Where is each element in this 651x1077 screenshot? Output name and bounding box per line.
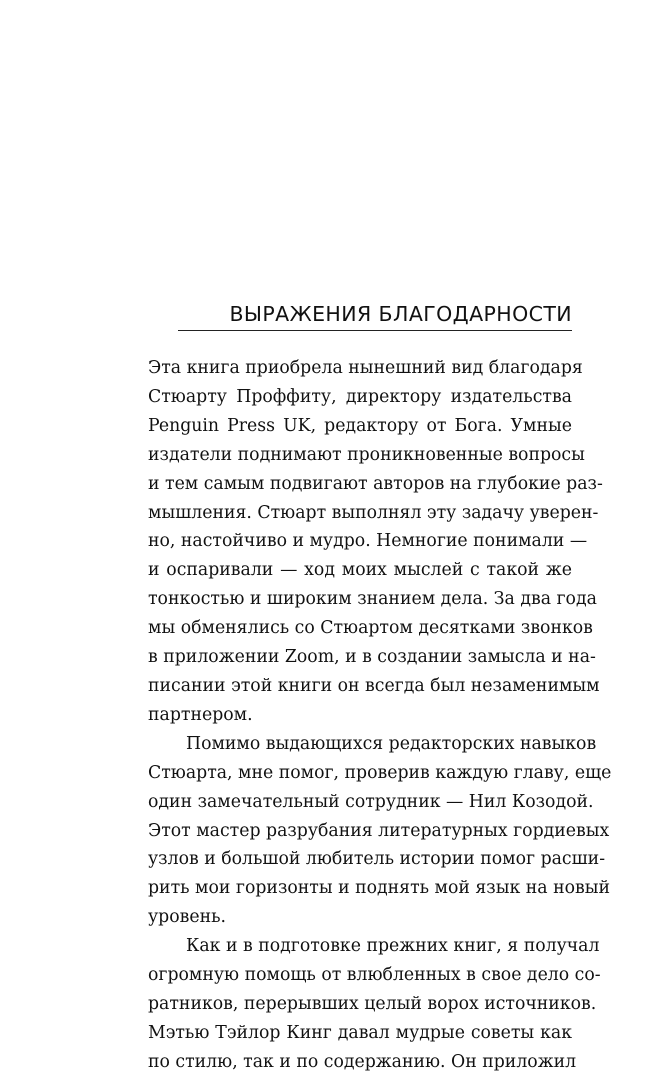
text-line: Эта книга приобрела нынешний вид благодаря <box>148 358 583 378</box>
text-line: узлов и большой любитель истории помог расши- <box>148 849 606 870</box>
text-line: Этот мастер разрубания литературных гордиевых <box>148 820 610 841</box>
text-line: Помимо выдающихся редакторских навыков <box>186 733 597 754</box>
text-line: Penguin Press UK, редактору от Бога. Умные <box>148 415 572 436</box>
title-divider <box>178 330 572 331</box>
text-line: но, настойчиво и мудро. Немногие понимали — <box>148 531 588 552</box>
text-line: огромную помощь от влюбленных в свое дело со- <box>148 965 601 986</box>
text-line: по стилю, так и по содержанию. Он приложил <box>148 1051 577 1072</box>
chapter-heading <box>178 298 572 331</box>
paragraph <box>148 932 601 1077</box>
text-line: мы обменялись со Стюартом десятками звонков <box>148 618 593 639</box>
text-line: издатели поднимают проникновенные вопросы <box>148 444 585 465</box>
text-line: партнером. <box>148 704 253 725</box>
text-line: в приложении Zoom, и в создании замысла и на- <box>148 647 596 668</box>
text-line: и тем самым подвигают авторов на глубокие раз- <box>148 473 603 494</box>
text-line: писании этой книги он всегда был незаменимым <box>148 675 600 696</box>
body-text <box>148 354 612 1077</box>
text-line: Стюарту Проффиту, директору издательства <box>148 386 572 407</box>
text-line: ратников, перерывших целый ворох источников. <box>148 993 597 1014</box>
text-line: рить мои горизонты и поднять мой язык на новый <box>148 878 611 899</box>
paragraph <box>148 730 612 932</box>
text-line: мышления. Стюарт выполнял эту задачу уверен- <box>148 502 599 523</box>
chapter-title: ВЫРАЖЕНИЯ БЛАГОДАРНОСТИ <box>229 302 572 326</box>
text-line: Как и в подготовке прежних книг, я получал <box>186 936 600 957</box>
text-line: уровень. <box>148 907 227 928</box>
text-line: один замечательный сотрудник — Нил Козодой. <box>148 791 594 812</box>
text-line: Стюарта, мне помог, проверив каждую главу, еще <box>148 762 612 783</box>
text-line: и оспаривали — ход моих мыслей с такой же <box>148 560 572 581</box>
text-line: Мэтью Тэйлор Кинг давал мудрые советы как <box>148 1022 572 1043</box>
paragraph <box>148 354 603 730</box>
text-line: тонкостью и широким знанием дела. За два года <box>148 589 597 610</box>
